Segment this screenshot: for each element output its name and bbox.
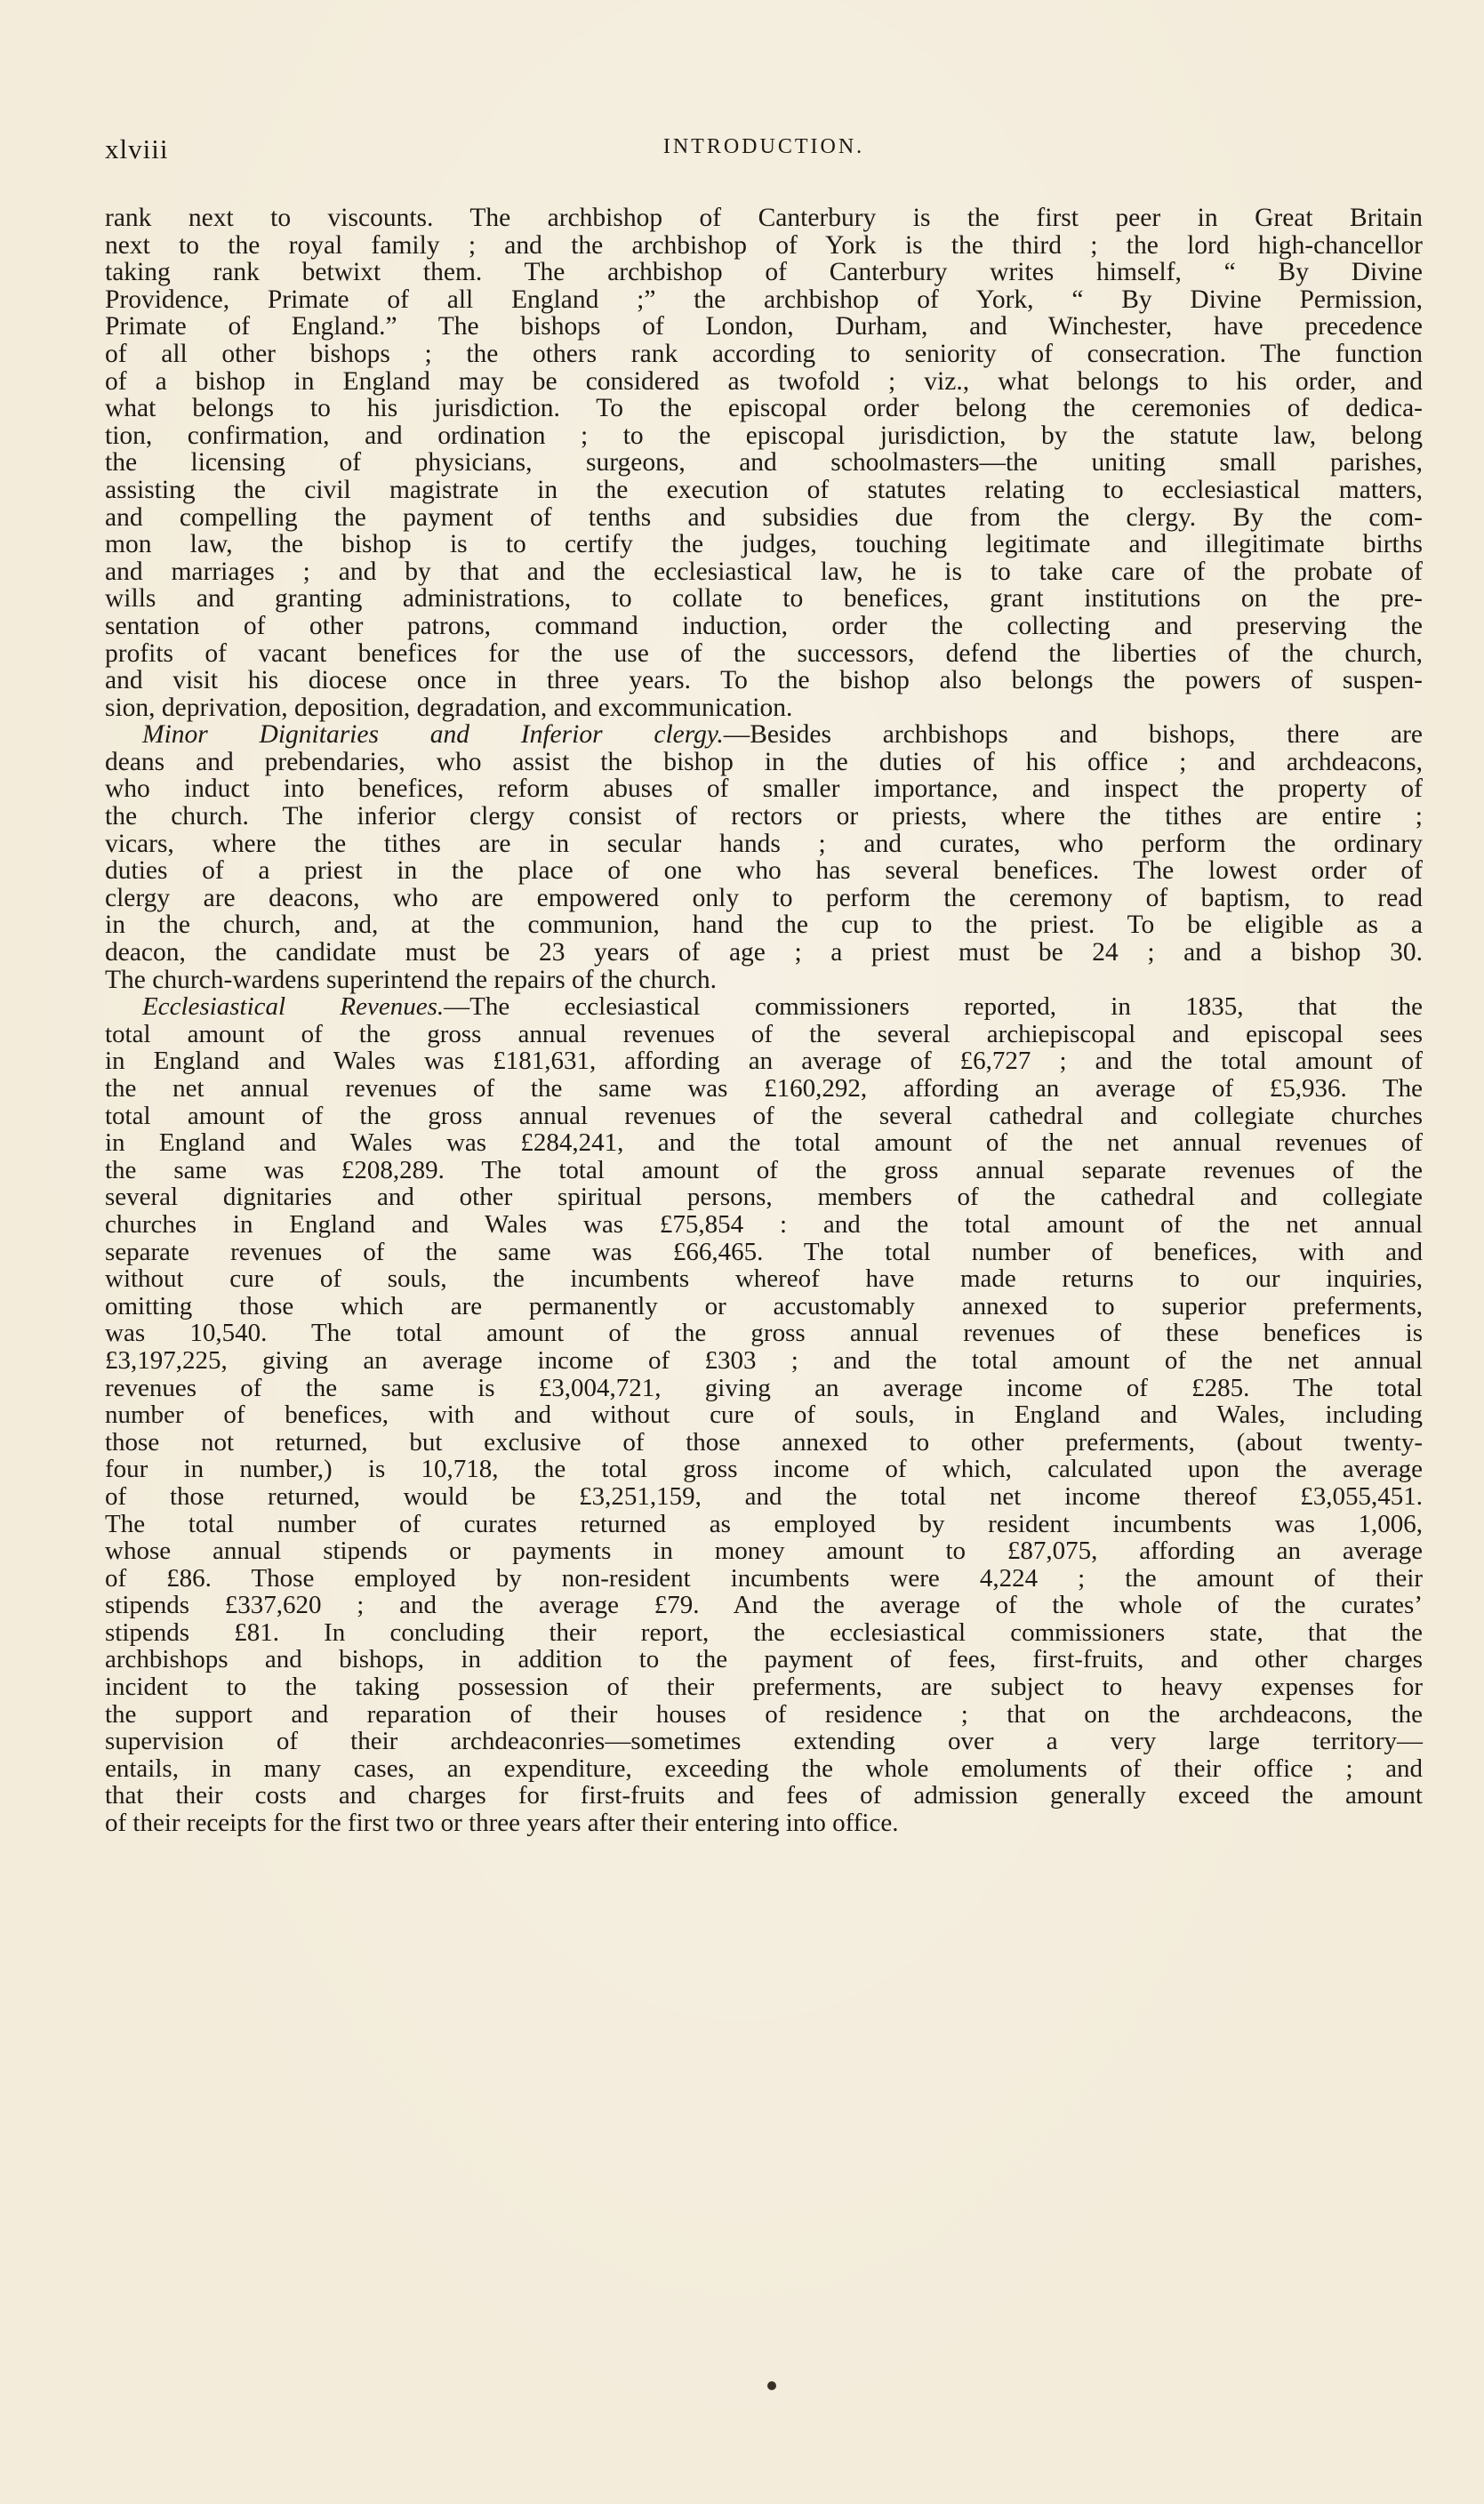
text-line: the licensing of physicians, surgeons, and schoolmasters—the uniting small parishes, [105,448,1423,478]
text-line: Providence, Primate of all England ;” the archbishop of York, “ By Divine Permission, [105,285,1423,314]
text-line: omitting those which are permanently or accustomably annexed to superior preferments, [105,1291,1423,1320]
text-line: The total number of curates returned as employed by resident incumbents was 1,006, [105,1509,1423,1538]
text-line: four in number,) is 10,718, the total gross income of which, calculated upon the average [105,1455,1423,1484]
text-line: of those returned, would be £3,251,159, and the total net income thereof £3,055,451. [105,1481,1423,1511]
text-line: sentation of other patrons, command induction, order the collecting and preserving the [105,611,1423,640]
text-line: stipends £337,620 ; and the average £79. And the average of the whole of the curates’ [105,1591,1423,1620]
text-line: Primate of England.” The bishops of London, Durham, and Winchester, have precedence [105,312,1423,341]
text-line: the church. The inferior clergy consist of rectors or priests, where the tithes are entire ; [105,802,1423,831]
ink-blot [767,2381,776,2390]
page-number: xlviii [105,133,169,165]
text-line: several dignitaries and other spiritual persons, members of the cathedral and collegiate [105,1183,1423,1212]
text-line: tion, confirmation, and ordination ; to the episcopal jurisdiction, by the statute law, belong [105,421,1423,450]
text-line: those not returned, but exclusive of those annexed to other preferments, (about twenty- [105,1427,1423,1457]
body-text [105,205,1423,1837]
text-line: £3,197,225, giving an average income of £303 ; and the total amount of the net annual [105,1345,1423,1375]
section-heading-minor-dignitaries: Minor Dignitaries and Inferior clergy. [142,720,724,750]
text-line: and marriages ; and by that and the ecclesiastical law, he is to take care of the probate of [105,557,1423,586]
text-line: and compelling the payment of tenths and subsidies due from the clergy. By the com- [105,502,1423,532]
paragraph-eccl-first-line [105,993,1423,1021]
text-line: vicars, where the tithes are in secular hands ; and curates, who perform the ordinary [105,829,1423,858]
text-line: in England and Wales was £181,631, affording an average of £6,727 ; and the total amount of [105,1047,1423,1076]
paragraph-bishops [105,205,1423,721]
text-line: in England and Wales was £284,241, and the total amount of the net annual revenues of [105,1128,1423,1158]
paragraph-ecclesiastical-revenues [105,1021,1423,1837]
text-line: was 10,540. The total amount of the gross annual revenues of these benefices is [105,1319,1423,1348]
text-line: total amount of the gross annual revenues of the several cathedral and collegiate churches [105,1101,1423,1130]
running-head-title: INTRODUCTION. [662,135,865,158]
text-line: clergy are deacons, who are empowered only to perform the ceremony of baptism, to read [105,883,1423,912]
text-line: sion, deprivation, deposition, degradation, and excommunication. [105,693,793,722]
text-line: total amount of the gross annual revenues of the several archiepiscopal and episcopal sees [105,1019,1423,1048]
text-line: archbishops and bishops, in addition to the payment of fees, first-fruits, and other charges [105,1645,1423,1674]
text-line: churches in England and Wales was £75,854 : and the total amount of the net annual [105,1209,1423,1239]
text-line: who induct into benefices, reform abuses of smaller importance, and inspect the property of [105,774,1423,804]
text-line: mon law, the bishop is to certify the judges, touching legitimate and illegitimate births [105,530,1423,559]
minor-first-line-text: —Besides archbishops and bishops, there are [723,720,1423,750]
text-line: whose annual stipends or payments in money amount to £87,075, affording an average [105,1537,1423,1566]
text-line: separate revenues of the same was £66,465. The total number of benefices, with and [105,1237,1423,1266]
text-line: supervision of their archdeaconries—sometimes extending over a very large territory— [105,1727,1423,1756]
eccl-first-line-text: —The ecclesiastical commissioners reported, in 1835, that the [444,992,1423,1022]
text-line: deans and prebendaries, who assist the bishop in the duties of his office ; and archdeacons, [105,747,1423,776]
text-line: revenues of the same is £3,004,721, giving an average income of £285. The total [105,1373,1423,1402]
text-line: of all other bishops ; the others rank according to seniority of consecration. The function [105,339,1423,368]
text-line: taking rank betwixt them. The archbishop of Canterbury writes himself, “ By Divine [105,258,1423,287]
text-line: of their receipts for the first two or three years after their entering into office. [105,1809,899,1838]
text-line: the same was £208,289. The total amount of the gross annual separate revenues of the [105,1155,1423,1184]
text-line: profits of vacant benefices for the use of the successors, defend the liberties of the church, [105,638,1423,668]
text-line: the support and reparation of their houses of residence ; that on the archdeacons, the [105,1699,1423,1729]
paragraph-minor-dignitaries [105,749,1423,993]
text-line: what belongs to his jurisdiction. To the episcopal order belong the ceremonies of dedica- [105,394,1423,423]
text-line: that their costs and charges for first-fruits and fees of admission generally exceed the amount [105,1781,1423,1810]
text-line: next to the royal family ; and the archbishop of York is the third ; the lord high-chancellor [105,230,1423,260]
section-heading-ecclesiastical-revenues: Ecclesiastical Revenues. [142,992,445,1022]
text-line: of £86. Those employed by non-resident incumbents were 4,224 ; the amount of their [105,1563,1423,1593]
text-line: duties of a priest in the place of one who has several benefices. The lowest order of [105,856,1423,886]
text-line: number of benefices, with and without cure of souls, in England and Wales, including [105,1400,1423,1430]
text-line: without cure of souls, the incumbents whereof have made returns to our inquiries, [105,1264,1423,1294]
text-line: and visit his diocese once in three years. To the bishop also belongs the powers of suspen- [105,666,1423,695]
text-line: in the church, and, at the communion, hand the cup to the priest. To be eligible as a [105,911,1423,940]
text-line: the net annual revenues of the same was £160,292, affording an average of £5,936. The [105,1074,1423,1103]
paragraph-minor-first-line [105,721,1423,749]
text-line: entails, in many cases, an expenditure, exceeding the whole emoluments of their office ; and [105,1754,1423,1783]
text-line: assisting the civil magistrate in the execution of statutes relating to ecclesiastical matters, [105,475,1423,504]
running-head [105,133,1423,178]
text-line: of a bishop in England may be considered as twofold ; viz., what belongs to his order, and [105,366,1423,396]
text-line: stipends £81. In concluding their report, the ecclesiastical commissioners state, that the [105,1617,1423,1647]
text-line: wills and granting administrations, to collate to benefices, grant institutions on the pre- [105,584,1423,614]
text-line: incident to the taking possession of their preferments, are subject to heavy expenses for [105,1673,1423,1702]
text-line: The church-wardens superintend the repairs of the church. [105,965,718,994]
text-line: rank next to viscounts. The archbishop of Canterbury is the first peer in Great Britain [105,204,1423,232]
text-line: deacon, the candidate must be 23 years of age ; a priest must be 24 ; and a bishop 30. [105,938,1423,967]
